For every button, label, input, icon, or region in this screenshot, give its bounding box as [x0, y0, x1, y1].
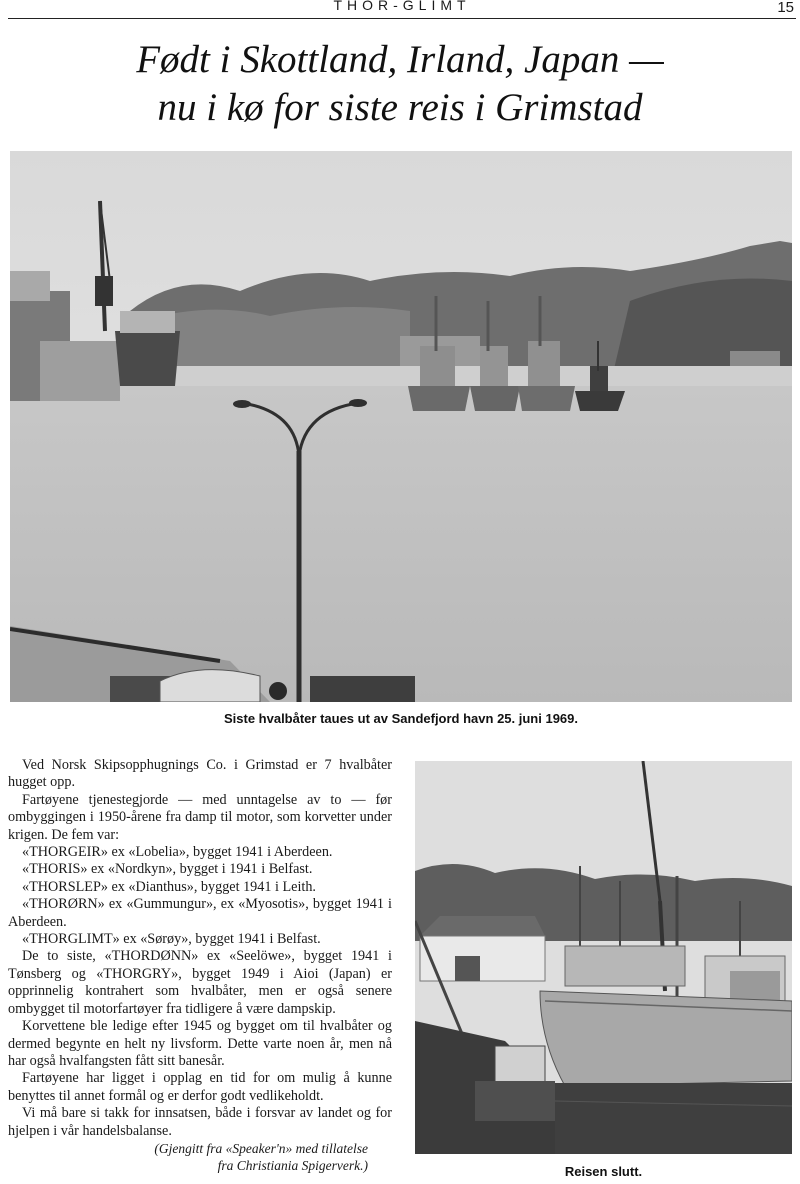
ship-list-item: «THORIS» ex «Nordkyn», bygget i 1941 i Belfast.	[22, 861, 313, 878]
headline	[0, 36, 800, 132]
article-paragraph: Fartøyene tjenestegjorde — med unntagelse av to — før ombyggingen i 1950-årene fra damp til motor, som korvetter under krigen. De fem var:	[8, 791, 392, 843]
page-header	[8, 0, 796, 19]
ship-list-item: «THORSLEP» ex «Dianthus», bygget 1941 i Leith.	[22, 878, 316, 895]
ship-list-item: «THORGEIR» ex «Lobelia», bygget 1941 i Aberdeen.	[22, 844, 333, 861]
ship-list-item: «THORGLIMT» ex «Sørøy», bygget 1941 i Belfast.	[22, 931, 321, 948]
article-paragraph: Fartøyene har ligget i opplag en tid for om mulig å kunne benyttes til annet formål og er derfor godt vedlikeholdt.	[8, 1070, 392, 1104]
headline-line-1: Født i Skottland, Irland, Japan —	[136, 38, 664, 81]
source-credit-line-2: fra Christiania Spigerverk.)	[217, 1157, 368, 1173]
article-body	[8, 757, 392, 1174]
bottom-photo-caption: Reisen slutt.	[564, 1164, 643, 1179]
page-number: 15	[777, 0, 794, 16]
article-paragraph: Vi må bare si takk for innsatsen, både i forsvar av landet og for hjelpen i vår handelsbalanse.	[8, 1105, 392, 1139]
article-paragraph: Ved Norsk Skipsopphugnings Co. i Grimstad er 7 hvalbåter hugget opp.	[8, 757, 392, 791]
harbor-photo	[10, 151, 792, 702]
source-credit	[8, 1140, 392, 1174]
source-credit-line-1: (Gjengitt fra «Speaker'n» med tillatelse	[154, 1140, 368, 1156]
scrapyard-photo-illustration	[415, 761, 792, 1154]
scrapyard-photo	[415, 761, 792, 1154]
article-paragraph: De to siste, «THORDØNN» ex «Seelöwe», bygget 1941 i Tønsberg og «THORGRY», bygget 1949 i Aioi (Japan) er opprinnelig kontrahert som hvalbåter, men er også senere ombygget til motorfartøyer fra tidligere å være dampskip.	[8, 948, 392, 1017]
top-photo-caption: Siste hvalbåter taues ut av Sandefjord havn 25. juni 1969.	[223, 711, 578, 726]
headline-line-2: nu i kø for siste reis i Grimstad	[157, 86, 643, 129]
running-title: THOR-GLIMT	[333, 0, 471, 13]
article-paragraph: Korvettene ble ledige efter 1945 og bygget om til hvalbåter og dermed begynte en helt ny livsform. Dette varte noen år, men nå har også hvalfangsten fått sitt banesår.	[8, 1018, 392, 1069]
harbor-photo-illustration	[10, 151, 792, 702]
ship-list-item: «THORØRN» ex «Gummungur», ex «Myosotis», bygget 1941 i Aberdeen.	[8, 896, 392, 930]
